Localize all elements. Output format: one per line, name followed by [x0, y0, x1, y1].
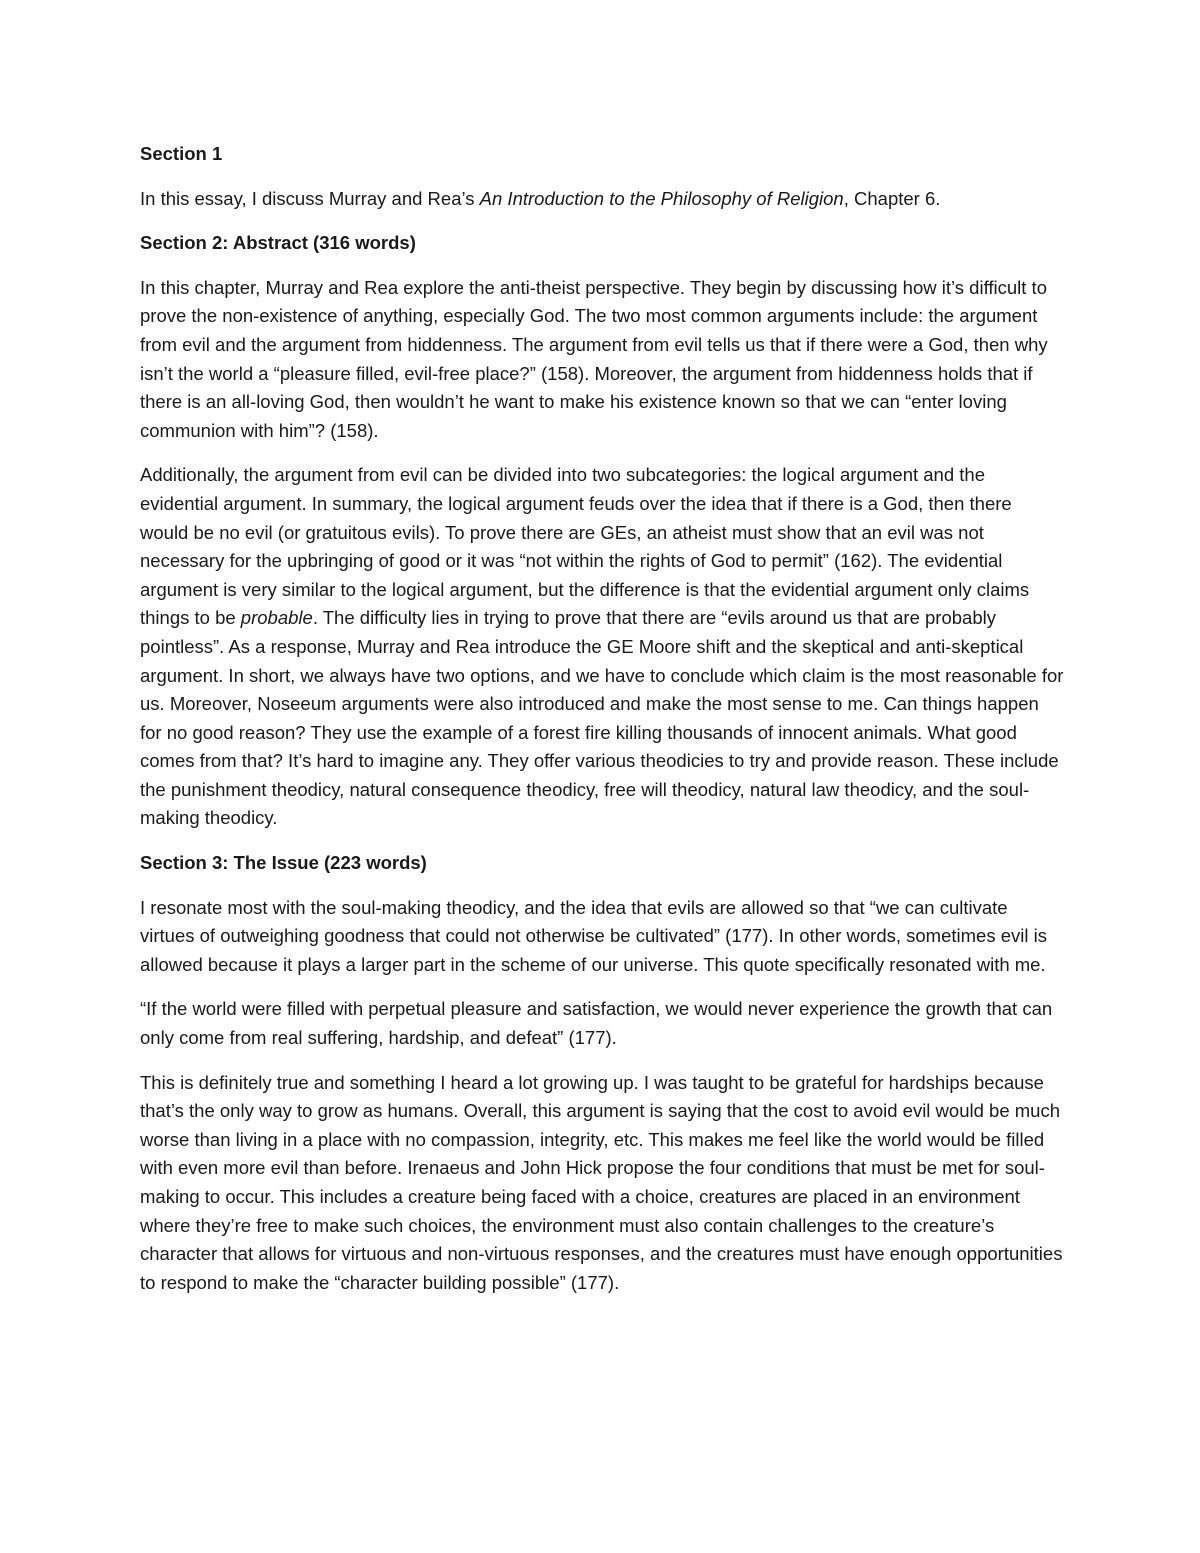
section-2-heading: Section 2: Abstract (316 words): [140, 232, 416, 254]
abstract-paragraph-1: In this chapter, Murray and Rea explore the anti-theist perspective. They begin by discussing how it’s difficult to prove the non-existence of anything, especially God. The two most common arguments include: the argument from evil and the argument from hiddenness. The argument from evil tells us that if there were a God, then why isn’t the world a “pleasure filled, evil-free place?” (158). Moreover, the argument from hiddenness holds that if there is an all-loving God, then wouldn’t he want to make his existence known so that we can “enter loving communion with him”? (158).: [140, 276, 1048, 441]
intro-text-before: In this essay, I discuss Murray and Rea’s: [140, 187, 480, 209]
abstract-paragraph-2-before: Additionally, the argument from evil can be divided into two subcategories: the logical argument and the evidential argument. In summary, the logical argument feuds over the idea that if there is a God, then there would be no evil (or gratuitous evils). To prove there are GEs, an atheist must show that an evil was not necessary for the upbringing of good or it was “not within the rights of God to permit” (162). The evidential argument is very similar to the logical argument, but the difference is that the evidential argument only claims things to be: [140, 464, 1030, 629]
abstract-paragraph-2-after: . The difficulty lies in trying to prove that there are “evils around us that are probably pointless”. As a response, Murray and Rea introduce the GE Moore shift and the skeptical and anti-skeptical argument. In short, we always have two options, and we have to conclude which claim is the most reasonable for us. Moreover, Noseeum arguments were also introduced and make the most sense to me. Can things happen for no good reason? They use the example of a forest fire killing thousands of innocent animals. What good comes from that? It’s hard to imagine any. They offer various theodicies to try and provide reason. These include the punishment theodicy, natural consequence theodicy, free will theodicy, natural law theodicy, and the soul-making theodicy.: [140, 607, 1064, 829]
section-1-heading: Section 1: [140, 143, 223, 164]
issue-paragraph-1: I resonate most with the soul-making theodicy, and the idea that evils are allowed so that “we can cultivate virtues of outweighing goodness that could not otherwise be cultivated” (177). In other words, sometimes evil is allowed because it plays a larger part in the scheme of our universe. This quote specifically resonated with me.: [140, 896, 1047, 975]
document-page: [140, 140, 1065, 1313]
issue-quote: “If the world were filled with perpetual pleasure and satisfaction, we would never experience the growth that can only come from real suffering, hardship, and defeat” (177).: [140, 998, 1053, 1049]
book-title: An Introduction to the Philosophy of Religion: [479, 187, 844, 209]
emphasis-probable: probable: [240, 607, 313, 629]
intro-text-after: , Chapter 6.: [843, 187, 941, 209]
section-3-heading: Section 3: The Issue (223 words): [140, 852, 427, 874]
abstract-paragraph-2: [140, 461, 1065, 833]
section-1-intro: [140, 185, 1065, 214]
issue-paragraph-2: This is definitely true and something I heard a lot growing up. I was taught to be grateful for hardships because that’s the only way to grow as humans. Overall, this argument is saying that the cost to avoid evil would be much worse than living in a place with no compassion, integrity, etc. This makes me feel like the world would be filled with even more evil than before. Irenaeus and John Hick propose the four conditions that must be met for soul-making to occur. This includes a creature being faced with a choice, creatures are placed in an environment where they’re free to make such choices, the environment must also contain challenges to the creature’s character that allows for virtuous and non-virtuous responses, and the creatures must have enough opportunities to respond to make the “character building possible” (177).: [140, 1071, 1063, 1293]
